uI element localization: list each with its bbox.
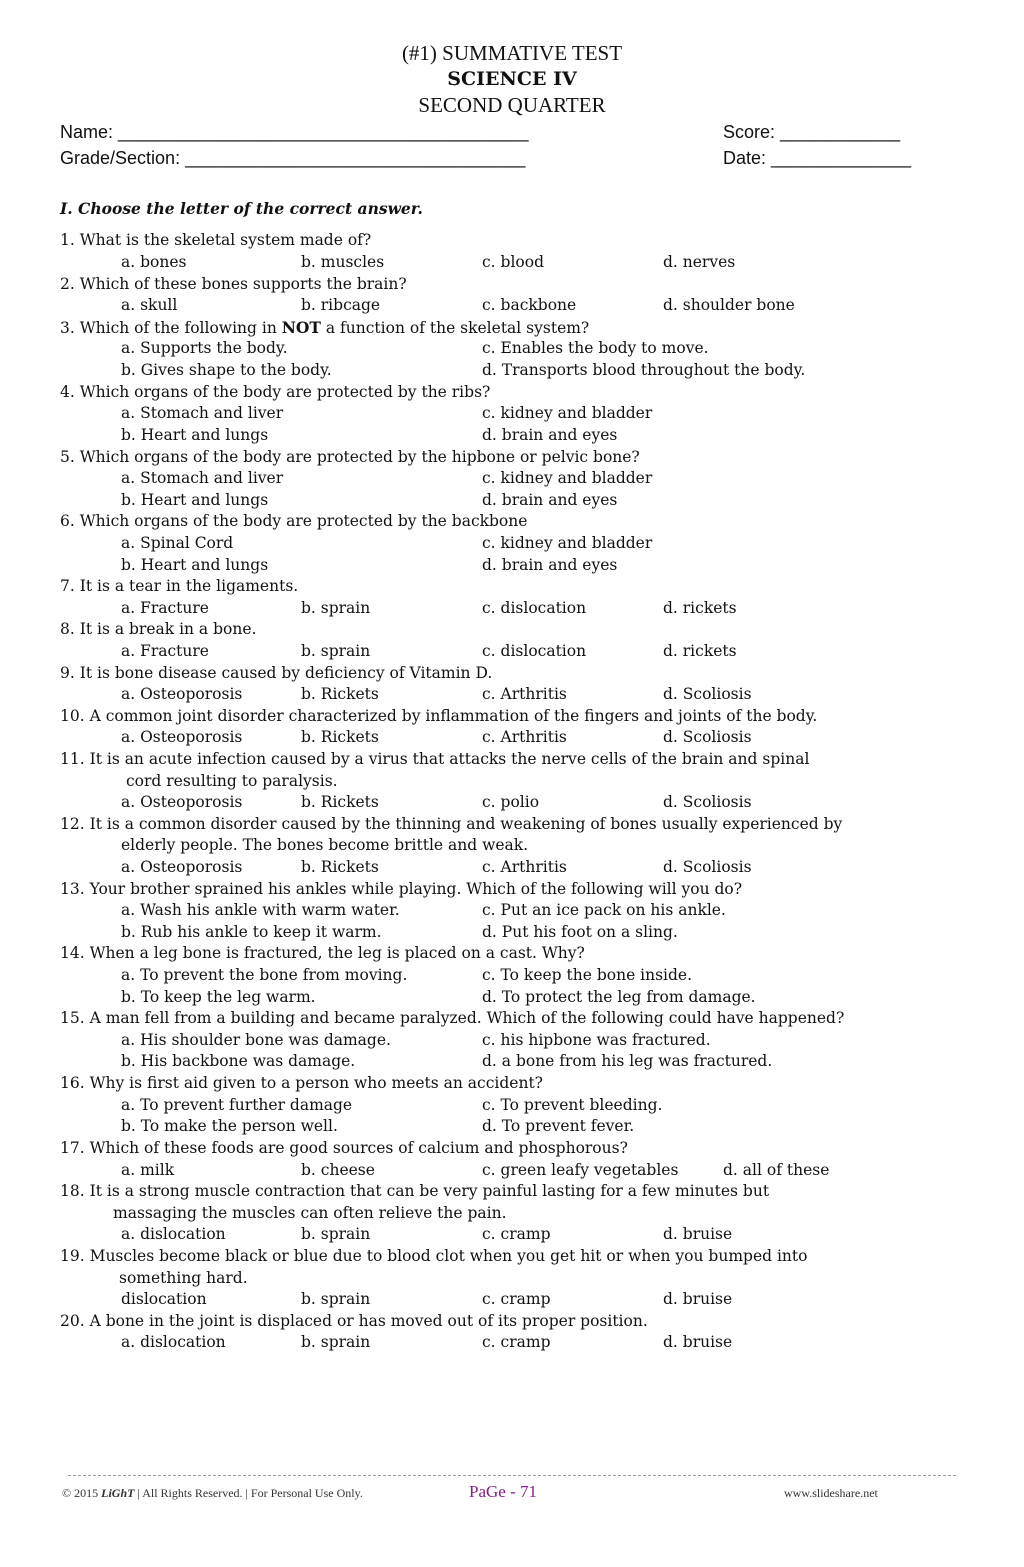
option: d. bruise [663,1333,733,1351]
option: b. sprain [301,599,371,617]
option: c. blood [482,253,544,271]
option: b. sprain [301,1333,371,1351]
option: d. rickets [663,599,737,617]
brand-name: LiGhT [101,1486,135,1500]
option: d. nerves [663,253,736,271]
option: b. ribcage [301,296,381,314]
option: b. To keep the leg warm. [121,988,316,1006]
option: d. Scoliosis [663,728,752,746]
option: d. all of these [723,1161,830,1179]
option: d. To prevent fever. [482,1117,635,1135]
question-15: 15. A man fell from a building and became paralyzed. Which of the following could have happened? [60,1009,845,1027]
question-13: 13. Your brother sprained his ankles while playing. Which of the following will you do? [60,880,743,898]
question-1: 1. What is the skeletal system made of? [60,231,372,249]
option: a. Fracture [121,642,209,660]
option: c. Arthritis [482,685,567,703]
question-4: 4. Which organs of the body are protected by the ribs? [60,383,491,401]
name-field: Name: _________________________________________ [60,122,529,142]
score-field: Score: ____________ [723,122,901,142]
question-19: 19. Muscles become black or blue due to blood clot when you get hit or when you bumped into [60,1247,808,1265]
question-7: 7. It is a tear in the ligaments. [60,577,299,595]
option: c. cramp [482,1290,551,1308]
option: c. Arthritis [482,858,567,876]
option: b. Rub his ankle to keep it warm. [121,923,382,941]
question-16: 16. Why is first aid given to a person who meets an accident? [60,1074,543,1092]
document-header [0,40,1024,118]
option: d. Put his foot on a sling. [482,923,678,941]
option: c. kidney and bladder [482,534,653,552]
question-continuation: massaging the muscles can often relieve the pain. [113,1204,507,1222]
option: a. Supports the body. [121,339,288,357]
option: c. polio [482,793,540,811]
option: b. To make the person well. [121,1117,338,1135]
question-10: 10. A common joint disorder characterized by inflammation of the fingers and joints of the body. [60,707,818,725]
question-11: 11. It is an acute infection caused by a virus that attacks the nerve cells of the brain and spinal [60,750,810,768]
question-3 [60,317,970,340]
option: a. bones [121,253,187,271]
option: c. cramp [482,1333,551,1351]
option: d. Scoliosis [663,793,752,811]
option: a. Osteoporosis [121,793,243,811]
question-text: a function of the skeletal system? [320,319,590,337]
question-6: 6. Which organs of the body are protected by the backbone [60,512,528,530]
question-14: 14. When a leg bone is fractured, the leg is placed on a cast. Why? [60,944,585,962]
site-url: www.slideshare.net [784,1486,878,1500]
option: dislocation [121,1290,207,1308]
option: d. brain and eyes [482,426,618,444]
option: a. dislocation [121,1225,226,1243]
option: a. Wash his ankle with warm water. [121,901,400,919]
question-2: 2. Which of these bones supports the brain? [60,275,407,293]
option: d. To protect the leg from damage. [482,988,756,1006]
option: d. bruise [663,1225,733,1243]
option: d. Scoliosis [663,685,752,703]
question-18: 18. It is a strong muscle contraction that can be very painful lasting for a few minutes but [60,1182,770,1200]
option: c. To prevent bleeding. [482,1096,663,1114]
option: b. muscles [301,253,385,271]
rights-text: | All Rights Reserved. | For Personal Use Only. [134,1486,363,1500]
copyright-text: © 2015 [62,1486,102,1500]
option: b. sprain [301,1225,371,1243]
option: a. His shoulder bone was damage. [121,1031,391,1049]
option: a. dislocation [121,1333,226,1351]
emphasis-not: NOT [281,318,321,337]
question-8: 8. It is a break in a bone. [60,620,257,638]
option: a. Osteoporosis [121,858,243,876]
option: d. bruise [663,1290,733,1308]
option: b. sprain [301,642,371,660]
option: d. Transports blood throughout the body. [482,361,806,379]
question-20: 20. A bone in the joint is displaced or has moved out of its proper position. [60,1312,648,1330]
option: d. Scoliosis [663,858,752,876]
quarter-title: SECOND QUARTER [418,93,606,117]
option: a. skull [121,296,178,314]
option: a. Osteoporosis [121,685,243,703]
option: b. Rickets [301,728,379,746]
option: b. Gives shape to the body. [121,361,332,379]
question-continuation: cord resulting to paralysis. [126,772,338,790]
option: c. Put an ice pack on his ankle. [482,901,726,919]
option: c. kidney and bladder [482,469,653,487]
option: a. To prevent further damage [121,1096,353,1114]
question-12: 12. It is a common disorder caused by the thinning and weakening of bones usually experienced by [60,815,843,833]
option: c. Arthritis [482,728,567,746]
option: d. rickets [663,642,737,660]
question-5: 5. Which organs of the body are protected by the hipbone or pelvic bone? [60,448,640,466]
option: c. his hipbone was fractured. [482,1031,711,1049]
question-text: 3. Which of the following in [60,319,282,337]
option: b. Heart and lungs [121,556,269,574]
option: c. kidney and bladder [482,404,653,422]
page-footer [62,1482,912,1501]
page-number: PaGe - 71 [469,1482,537,1501]
option: d. brain and eyes [482,491,618,509]
test-title: (#1) SUMMATIVE TEST [401,41,623,65]
footer-divider [68,1475,956,1476]
option: a. Stomach and liver [121,469,284,487]
option: a. Spinal Cord [121,534,234,552]
option: b. Rickets [301,858,379,876]
grade-section-field: Grade/Section: __________________________________ [60,148,526,168]
option: c. To keep the bone inside. [482,966,693,984]
question-continuation: something hard. [119,1269,248,1287]
option: b. His backbone was damage. [121,1052,356,1070]
option: b. Heart and lungs [121,426,269,444]
option: c. dislocation [482,642,587,660]
option: c. backbone [482,296,577,314]
option: a. Fracture [121,599,209,617]
option: d. shoulder bone [663,296,795,314]
question-17: 17. Which of these foods are good sources of calcium and phosphorous? [60,1139,628,1157]
option: c. dislocation [482,599,587,617]
option: b. Heart and lungs [121,491,269,509]
question-continuation: elderly people. The bones become brittle and weak. [121,836,529,854]
option: a. milk [121,1161,175,1179]
option: c. green leafy vegetables [482,1161,679,1179]
option: b. sprain [301,1290,371,1308]
option: d. a bone from his leg was fractured. [482,1052,773,1070]
option: c. Enables the body to move. [482,339,709,357]
option: c. cramp [482,1225,551,1243]
date-field: Date: ______________ [723,148,912,168]
option: b. Rickets [301,793,379,811]
section-title: I. Choose the letter of the correct answer. [60,199,423,218]
subject-title: SCIENCE IV [447,68,577,90]
option: d. brain and eyes [482,556,618,574]
option: a. To prevent the bone from moving. [121,966,408,984]
option: b. Rickets [301,685,379,703]
option: a. Stomach and liver [121,404,284,422]
option: b. cheese [301,1161,375,1179]
option: a. Osteoporosis [121,728,243,746]
question-9: 9. It is bone disease caused by deficiency of Vitamin D. [60,664,493,682]
